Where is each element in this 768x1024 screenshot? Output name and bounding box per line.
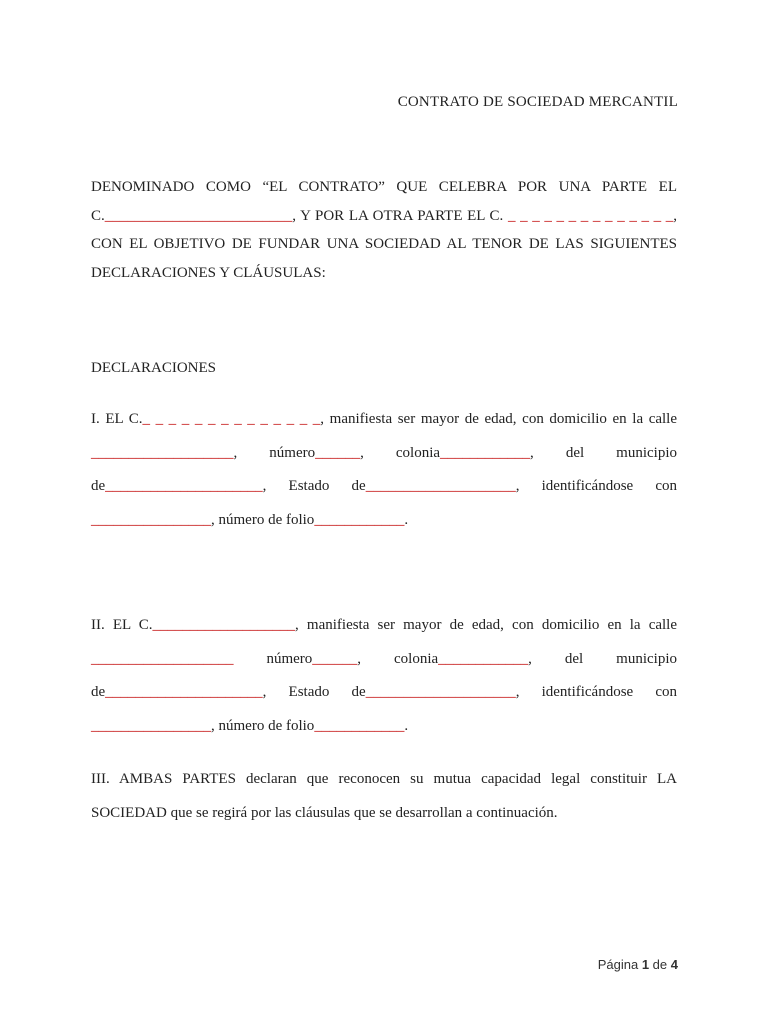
decl2-text: , identificándose con: [515, 684, 678, 700]
decl2-text: , número de folio: [211, 717, 315, 734]
decl1-id-blank: ________________: [91, 511, 211, 528]
decl2-text: .: [404, 717, 409, 734]
decl2-municipio-blank: _____________________: [105, 684, 263, 700]
party1-blank: _________________________: [104, 207, 293, 224]
current-page: 1: [641, 957, 650, 972]
total-pages: 4: [670, 957, 678, 972]
decl1-municipio-blank: _____________________: [105, 478, 263, 494]
decl1-text: , número de folio: [211, 511, 315, 528]
page-number-footer: [598, 957, 678, 972]
decl1-text: , del municipio de: [91, 444, 678, 494]
declaration-3: III. AMBAS PARTES declaran que reconocen su mutua capacidad legal constituir LA SOCIEDAD que se regirá por las cláusulas que se desarrollan a continuación.: [91, 771, 677, 821]
decl1-text: , colonia: [360, 444, 441, 461]
declaration-1: [91, 403, 677, 537]
decl2-text: , del municipio de: [91, 650, 678, 700]
declarations-heading: DECLARACIONES: [91, 360, 217, 376]
decl1-text: , manifiesta ser mayor de edad, con domicilio en la calle: [320, 411, 678, 427]
decl2-name-blank: ___________________: [152, 617, 296, 633]
decl2-text: II. EL C.: [91, 617, 153, 633]
decl1-estado-blank: ____________________: [365, 478, 516, 494]
decl1-folio-blank: ____________: [314, 511, 405, 528]
declaration-2: [91, 609, 677, 743]
decl2-text: , colonia: [357, 650, 439, 667]
intro-text: DENOMINADO COMO “EL CONTRATO” QUE CELEBRA POR UNA PARTE EL C.: [91, 179, 677, 224]
decl2-id-blank: ________________: [91, 717, 211, 734]
decl1-colonia-blank: ____________: [440, 444, 531, 461]
decl1-text: , Estado de: [262, 478, 366, 494]
page-label: Página: [597, 957, 639, 972]
party2-blank: _ _ _ _ _ _ _ _ _ _ _ _ _ _: [507, 207, 674, 224]
decl2-estado-blank: ____________________: [365, 684, 516, 700]
decl2-colonia-blank: ____________: [438, 650, 529, 667]
decl2-text: , Estado de: [262, 684, 366, 700]
intro-paragraph: [91, 173, 677, 287]
decl1-number-blank: ______: [315, 444, 361, 461]
decl1-street-blank: ___________________: [91, 444, 234, 461]
decl2-street-blank: ___________________: [91, 650, 234, 667]
intro-text: , Y POR LA OTRA PARTE EL C.: [292, 207, 508, 224]
decl1-text: I. EL C.: [91, 411, 143, 427]
decl1-text: , identificándose con: [515, 478, 678, 494]
decl2-number-blank: ______: [312, 650, 358, 667]
page-of-label: de: [652, 957, 668, 972]
decl1-text: .: [404, 511, 409, 528]
decl1-text: , número: [233, 444, 316, 461]
decl2-text: , manifiesta ser mayor de edad, con domicilio en la calle: [295, 617, 678, 633]
intro-text: , CON EL OBJETIVO DE FUNDAR UNA SOCIEDAD AL TENOR DE LAS SIGUIENTES DECLARACIONES Y CLÁUSULAS:: [91, 207, 678, 281]
decl1-name-blank: _ _ _ _ _ _ _ _ _ _ _ _ _ _: [142, 411, 321, 427]
decl2-text: número: [233, 650, 313, 667]
document-title: CONTRATO DE SOCIEDAD MERCANTIL: [397, 94, 678, 110]
decl2-folio-blank: ____________: [314, 717, 405, 734]
